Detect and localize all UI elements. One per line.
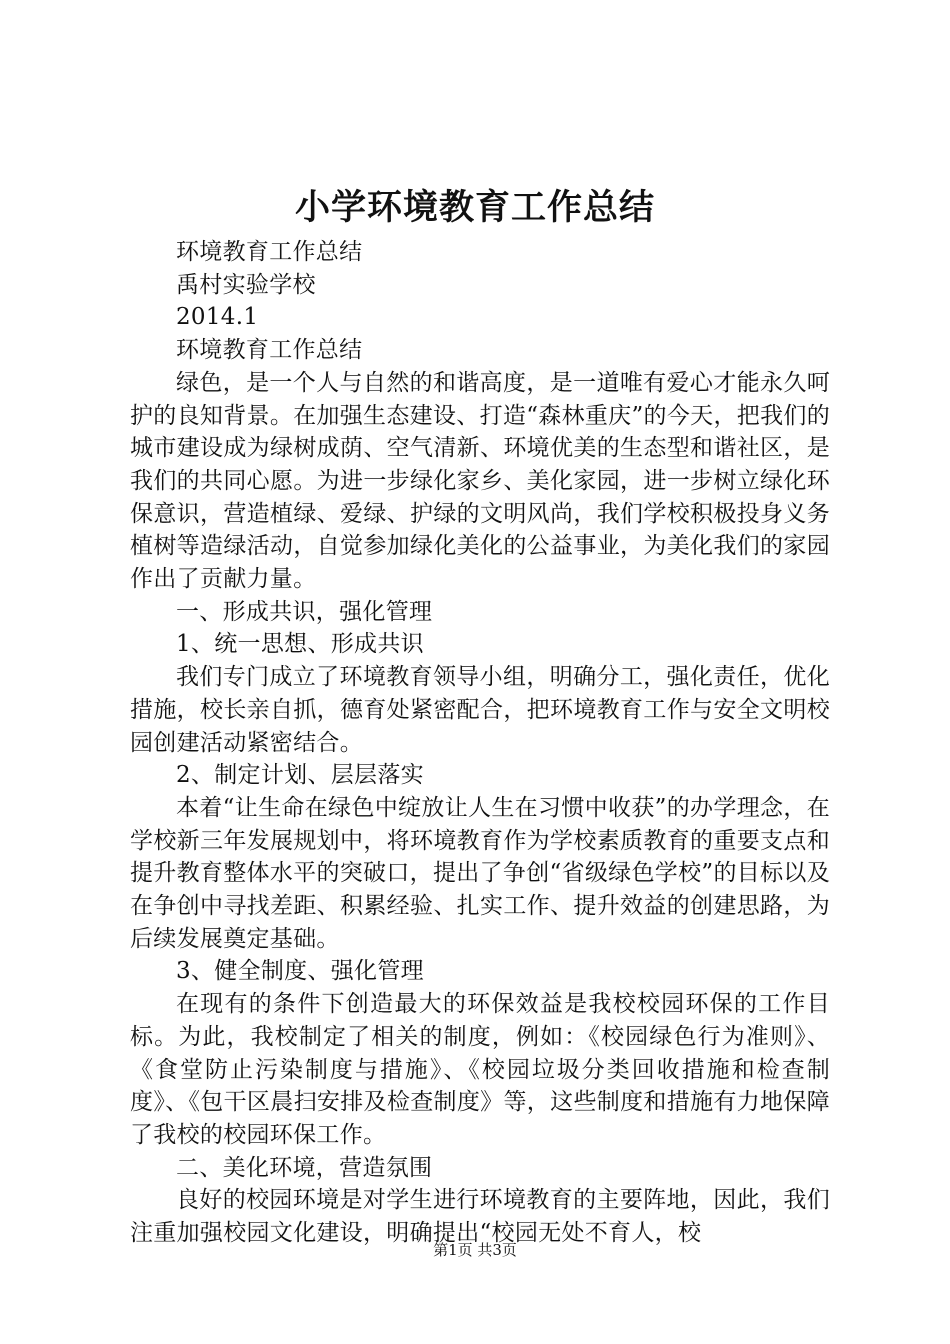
paragraph-body: 在现有的条件下创造最大的环保效益是我校校园环保的工作目标。为此，我校制定了相关的制度，例如：《校园绿色行为准则》、《食堂防止污染制度与措施》、《校园垃圾分类回收措施和检查制度》、《包干区晨扫安排及检查制度》等，这些制度和措施有力地保障了我校的校园环保工作。	[130, 991, 830, 1148]
page-number-footer: 第1页 共3页	[433, 1241, 517, 1259]
paragraph-school: 禹村实验学校	[176, 271, 316, 298]
section-heading-1: 一、形成共识，强化管理	[176, 598, 433, 625]
section-heading-2: 二、美化环境，营造氛围	[176, 1154, 433, 1181]
subsection-heading-3: 3、健全制度、强化管理	[176, 958, 424, 985]
paragraph-body: 良好的校园环境是对学生进行环境教育的主要阵地，因此，我们注重加强校园文化建设，明确提出“校园无处不育人，校	[130, 1187, 830, 1247]
paragraph-intro: 绿色，是一个人与自然的和谐高度，是一道唯有爱心才能永久呵护的良知背景。在加强生态建设、打造“森林重庆”的今天，把我们的城市建设成为绿树成荫、空气清新、环境优美的生态型和谐社区，是我们的共同心愿。为进一步绿化家乡、美化家园，进一步树立绿化环保意识，营造植绿、爱绿、护绿的文明风尚，我们学校积极投身义务植树等造绿活动，自觉参加绿化美化的公益事业，为美化我们的家园作出了贡献力量。	[130, 369, 830, 593]
paragraph-date: 2014.1	[176, 304, 259, 331]
paragraph-body: 我们专门成立了环境教育领导小组，明确分工，强化责任，优化措施，校长亲自抓，德育处紧密配合，把环境教育工作与安全文明校园创建活动紧密结合。	[130, 664, 830, 756]
paragraph-body: 本着“让生命在绿色中绽放让人生在习惯中收获”的办学理念，在学校新三年发展规划中，将环境教育作为学校素质教育的重要支点和提升教育整体水平的突破口，提出了争创“省级绿色学校”的目标以及在争创中寻找差距、积累经验、扎实工作、提升效益的创建思路，为后续发展奠定基础。	[130, 794, 830, 952]
paragraph-heading: 环境教育工作总结	[176, 239, 363, 265]
paragraph-heading-2: 环境教育工作总结	[176, 337, 363, 364]
document-title: 小学环境教育工作总结	[294, 187, 655, 228]
document-body	[130, 236, 830, 1250]
subsection-heading-1: 1、统一思想、形成共识	[176, 631, 424, 658]
subsection-heading-2: 2、制定计划、层层落实	[176, 762, 424, 789]
